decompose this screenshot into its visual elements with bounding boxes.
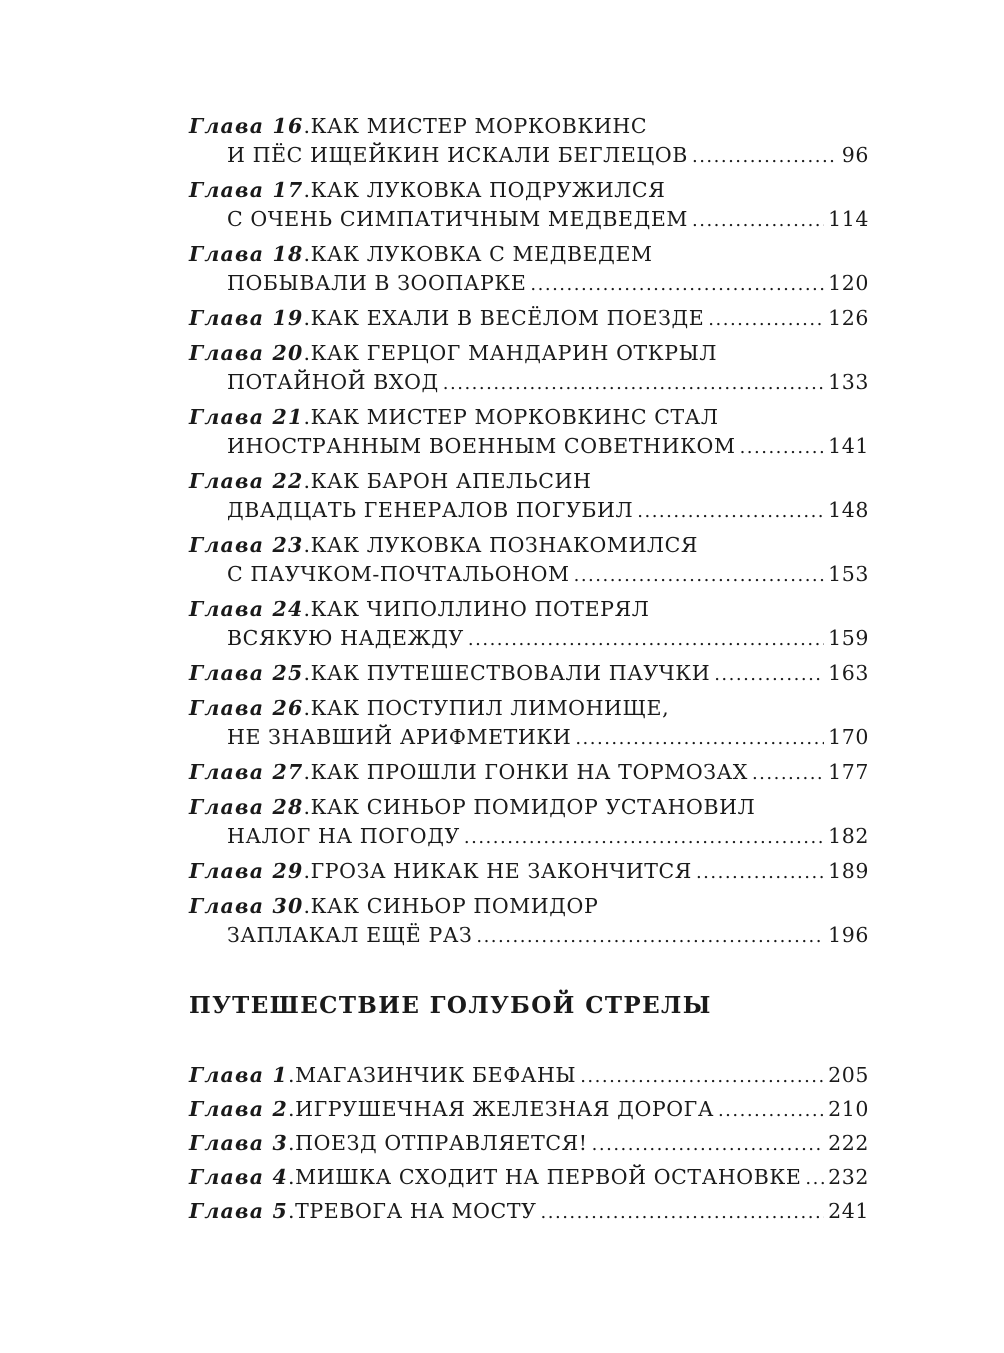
toc-entry[interactable] [189, 1163, 869, 1193]
toc-entry[interactable] [189, 1129, 869, 1159]
chapter-title: НЕ ЗНАВШИЙ АРИФМЕТИКИ [227, 725, 572, 749]
toc-entry[interactable] [189, 304, 869, 334]
chapter-label [189, 659, 303, 688]
chapter-title: КАК ЧИПОЛЛИНО ПОТЕРЯЛ [310, 597, 650, 621]
toc-entry[interactable] [189, 531, 869, 590]
page-number: 120 [828, 271, 869, 295]
dot-leader [468, 625, 824, 654]
toc-entry-line: Глава 18 . КАК ЛУКОВКА С МЕДВЕДЕМ [189, 240, 869, 269]
chapter-title: КАК ПРОШЛИ ГОНКИ НА ТОРМОЗАХ [310, 760, 748, 784]
toc-entry-line: Глава 30 . КАК СИНЬОР ПОМИДОР [189, 892, 869, 921]
toc-entry-line [189, 560, 869, 590]
page-number: 170 [828, 725, 869, 749]
toc-entry[interactable] [189, 1061, 869, 1091]
chapter-title: КАК МИСТЕР МОРКОВКИНС [310, 114, 648, 138]
chapter-title: КАК ЛУКОВКА ПОДРУЖИЛСЯ [310, 178, 666, 202]
chapter-title: КАК ПОСТУПИЛ ЛИМОНИЩЕ, [310, 696, 670, 720]
chapter-number: 2 [272, 1097, 288, 1121]
chapter-word: Глава [189, 405, 265, 429]
toc-entry[interactable] [189, 339, 869, 398]
page-number: 153 [828, 562, 869, 586]
chapter-word: Глава [189, 114, 265, 138]
chapter-title: КАК ЛУКОВКА ПОЗНАКОМИЛСЯ [310, 533, 699, 557]
chapter-title: ГРОЗА НИКАК НЕ ЗАКОНЧИТСЯ [310, 859, 692, 883]
chapter-title: С ПАУЧКОМ-ПОЧТАЛЬОНОМ [227, 562, 570, 586]
page-number: 205 [828, 1063, 869, 1087]
dot-leader [443, 369, 824, 398]
chapter-title: ПОТАЙНОЙ ВХОД [227, 370, 439, 394]
toc-entry-line: Глава 22 . КАК БАРОН АПЕЛЬСИН [189, 467, 869, 496]
page-number: 141 [828, 434, 869, 458]
chapter-word: Глава [189, 859, 265, 883]
dot-leader [464, 823, 824, 852]
chapter-label [189, 1163, 288, 1192]
chapter-number: 28 [272, 795, 304, 819]
chapter-label [189, 240, 303, 269]
chapter-title: ЗАПЛАКАЛ ЕЩЁ РАЗ [227, 923, 473, 947]
toc-entry[interactable] [189, 793, 869, 852]
page-number: 189 [828, 859, 869, 883]
toc-entry-line: Глава 25 . КАК ПУТЕШЕСТВОВАЛИ ПАУЧКИ ..... 163 [189, 659, 869, 689]
chapter-label [189, 112, 303, 141]
dot-leader [541, 1198, 825, 1227]
chapter-word: Глава [189, 1097, 265, 1121]
dot-leader [740, 433, 825, 462]
toc-entry-line [189, 368, 869, 398]
chapter-word: Глава [189, 1199, 265, 1223]
chapter-number: 30 [272, 894, 304, 918]
page-number: 222 [828, 1131, 869, 1155]
chapter-number: 1 [272, 1063, 288, 1087]
chapter-number: 21 [272, 405, 304, 429]
toc-entry-line [189, 624, 869, 654]
toc-entry-line: Глава 17 . КАК ЛУКОВКА ПОДРУЖИЛСЯ [189, 176, 869, 205]
chapter-word: Глава [189, 533, 265, 557]
chapter-label [189, 595, 303, 624]
toc-entry-line: Глава 20 . КАК ГЕРЦОГ МАНДАРИН ОТКРЫЛ [189, 339, 869, 368]
chapter-title: ВСЯКУЮ НАДЕЖДУ [227, 626, 464, 650]
toc-entry[interactable] [189, 1095, 869, 1125]
toc-entry-line [189, 432, 869, 462]
page-number: 196 [828, 923, 869, 947]
chapter-number: 26 [272, 696, 304, 720]
table-of-contents [189, 112, 869, 1231]
chapter-label [189, 857, 303, 886]
toc-entry[interactable] [189, 403, 869, 462]
dot-leader [805, 1164, 824, 1193]
chapter-title: КАК ЕХАЛИ В ВЕСЁЛОМ ПОЕЗДЕ [310, 306, 705, 330]
chapter-label [189, 531, 303, 560]
section-title: ПУТЕШЕСТВИЕ ГОЛУБОЙ СТРЕЛЫ [189, 992, 712, 1019]
toc-entry[interactable] [189, 659, 869, 689]
chapter-number: 18 [272, 242, 304, 266]
toc-entry-line: Глава 21 . КАК МИСТЕР МОРКОВКИНС СТАЛ [189, 403, 869, 432]
chapter-word: Глава [189, 1165, 265, 1189]
dot-leader [692, 206, 824, 235]
chapter-title: КАК СИНЬОР ПОМИДОР [310, 894, 599, 918]
chapter-title: ТРЕВОГА НА МОСТУ [295, 1199, 537, 1223]
chapter-word: Глава [189, 1131, 265, 1155]
chapter-label [189, 339, 303, 368]
chapter-title: КАК СИНЬОР ПОМИДОР УСТАНОВИЛ [310, 795, 756, 819]
chapter-label [189, 793, 303, 822]
chapter-title: И ПЁС ИЩЕЙКИН ИСКАЛИ БЕГЛЕЦОВ [227, 143, 688, 167]
toc-entry[interactable] [189, 467, 869, 526]
chapter-number: 23 [272, 533, 304, 557]
dot-leader [637, 497, 824, 526]
dot-leader [718, 1096, 824, 1125]
toc-entry-line [189, 269, 869, 299]
page-number: 210 [828, 1097, 869, 1121]
chapter-title: С ОЧЕНЬ СИМПАТИЧНЫМ МЕДВЕДЕМ [227, 207, 689, 231]
chapter-title: ДВАДЦАТЬ ГЕНЕРАЛОВ ПОГУБИЛ [227, 498, 634, 522]
toc-entry-line: Глава 5 . ТРЕВОГА НА МОСТУ ..... 241 [189, 1197, 869, 1227]
chapter-title: ПОЕЗД ОТПРАВЛЯЕТСЯ! [295, 1131, 588, 1155]
toc-part-chipollino [189, 112, 869, 951]
chapter-number: 27 [272, 760, 304, 784]
chapter-word: Глава [189, 306, 265, 330]
chapter-word: Глава [189, 178, 265, 202]
page-number: 133 [828, 370, 869, 394]
toc-entry[interactable] [189, 1197, 869, 1227]
dot-leader [708, 305, 824, 334]
chapter-word: Глава [189, 795, 265, 819]
chapter-title: КАК ЛУКОВКА С МЕДВЕДЕМ [310, 242, 653, 266]
dot-leader [752, 759, 824, 788]
toc-entry-line: Глава 1 . МАГАЗИНЧИК БЕФАНЫ ..... 205 [189, 1061, 869, 1091]
toc-entry-line [189, 723, 869, 753]
chapter-number: 29 [272, 859, 304, 883]
chapter-title: ИНОСТРАННЫМ ВОЕННЫМ СОВЕТНИКОМ [227, 434, 736, 458]
chapter-title: ПОБЫВАЛИ В ЗООПАРКЕ [227, 271, 527, 295]
toc-entry-line: Глава 27 . КАК ПРОШЛИ ГОНКИ НА ТОРМОЗАХ ..... 177 [189, 758, 869, 788]
toc-part-blue-arrow [189, 1061, 869, 1227]
toc-entry-line [189, 496, 869, 526]
chapter-number: 22 [272, 469, 304, 493]
toc-entry[interactable] [189, 176, 869, 235]
chapter-label [189, 758, 303, 787]
toc-entry[interactable] [189, 892, 869, 951]
dot-leader [575, 724, 824, 753]
toc-entry[interactable] [189, 857, 869, 887]
dot-leader [574, 561, 824, 590]
toc-entry-line: Глава 19 . КАК ЕХАЛИ В ВЕСЁЛОМ ПОЕЗДЕ ..... 126 [189, 304, 869, 334]
dot-leader [714, 660, 824, 689]
page-number: 126 [828, 306, 869, 330]
chapter-number: 25 [272, 661, 304, 685]
chapter-label [189, 892, 303, 921]
chapter-label [189, 467, 303, 496]
toc-entry-line [189, 822, 869, 852]
dot-leader [692, 142, 838, 171]
chapter-label [189, 1061, 288, 1090]
dot-leader [476, 922, 824, 951]
toc-entry[interactable] [189, 595, 869, 654]
chapter-label [189, 403, 303, 432]
page-number: 241 [828, 1199, 869, 1223]
toc-entry-line: Глава 24 . КАК ЧИПОЛЛИНО ПОТЕРЯЛ [189, 595, 869, 624]
chapter-word: Глава [189, 894, 265, 918]
toc-entry-line: Глава 26 . КАК ПОСТУПИЛ ЛИМОНИЩЕ, [189, 694, 869, 723]
toc-entry-line: Глава 4 . МИШКА СХОДИТ НА ПЕРВОЙ ОСТАНОВКЕ ..... 232 [189, 1163, 869, 1193]
chapter-word: Глава [189, 661, 265, 685]
chapter-title: НАЛОГ НА ПОГОДУ [227, 824, 460, 848]
chapter-word: Глава [189, 242, 265, 266]
chapter-number: 17 [272, 178, 304, 202]
dot-leader [592, 1130, 824, 1159]
toc-entry-line: Глава 28 . КАК СИНЬОР ПОМИДОР УСТАНОВИЛ [189, 793, 869, 822]
toc-entry-line [189, 141, 869, 171]
toc-entry-line: Глава 29 . ГРОЗА НИКАК НЕ ЗАКОНЧИТСЯ ..... 189 [189, 857, 869, 887]
chapter-word: Глава [189, 341, 265, 365]
toc-entry-line: Глава 16 . КАК МИСТЕР МОРКОВКИНС [189, 112, 869, 141]
dot-leader [580, 1062, 824, 1091]
toc-entry[interactable] [189, 112, 869, 171]
chapter-label [189, 1129, 288, 1158]
page-number: 96 [841, 143, 869, 167]
chapter-word: Глава [189, 696, 265, 720]
chapter-number: 24 [272, 597, 304, 621]
chapter-label [189, 304, 303, 333]
dot-leader [696, 858, 824, 887]
chapter-number: 20 [272, 341, 304, 365]
chapter-title: КАК БАРОН АПЕЛЬСИН [310, 469, 592, 493]
chapter-label [189, 176, 303, 205]
chapter-title: ИГРУШЕЧНАЯ ЖЕЛЕЗНАЯ ДОРОГА [295, 1097, 714, 1121]
toc-entry-line [189, 205, 869, 235]
chapter-title: КАК ПУТЕШЕСТВОВАЛИ ПАУЧКИ [310, 661, 711, 685]
chapter-number: 19 [272, 306, 304, 330]
toc-entry-line [189, 921, 869, 951]
chapter-title: МАГАЗИНЧИК БЕФАНЫ [295, 1063, 577, 1087]
chapter-number: 3 [272, 1131, 288, 1155]
page-number: 177 [828, 760, 869, 784]
page-number: 182 [828, 824, 869, 848]
dot-leader [530, 270, 824, 299]
chapter-number: 16 [272, 114, 304, 138]
toc-entry-line: Глава 23 . КАК ЛУКОВКА ПОЗНАКОМИЛСЯ [189, 531, 869, 560]
chapter-word: Глава [189, 597, 265, 621]
chapter-title: КАК ГЕРЦОГ МАНДАРИН ОТКРЫЛ [310, 341, 718, 365]
chapter-title: КАК МИСТЕР МОРКОВКИНС СТАЛ [310, 405, 719, 429]
page-number: 148 [828, 498, 869, 522]
chapter-label [189, 1197, 288, 1226]
page-number: 163 [828, 661, 869, 685]
page-number: 114 [828, 207, 869, 231]
page-number: 159 [828, 626, 869, 650]
chapter-number: 5 [272, 1199, 288, 1223]
chapter-word: Глава [189, 469, 265, 493]
toc-entry-line: Глава 3 . ПОЕЗД ОТПРАВЛЯЕТСЯ! ..... 222 [189, 1129, 869, 1159]
chapter-title: МИШКА СХОДИТ НА ПЕРВОЙ ОСТАНОВКЕ [295, 1165, 802, 1189]
chapter-number: 4 [272, 1165, 288, 1189]
toc-entry-line: Глава 2 . ИГРУШЕЧНАЯ ЖЕЛЕЗНАЯ ДОРОГА ..... 210 [189, 1095, 869, 1125]
toc-entry[interactable] [189, 758, 869, 788]
chapter-label [189, 694, 303, 723]
page-number: 232 [828, 1165, 869, 1189]
toc-entry[interactable] [189, 694, 869, 753]
chapter-word: Глава [189, 760, 265, 784]
toc-entry[interactable] [189, 240, 869, 299]
chapter-label [189, 1095, 288, 1124]
chapter-word: Глава [189, 1063, 265, 1087]
